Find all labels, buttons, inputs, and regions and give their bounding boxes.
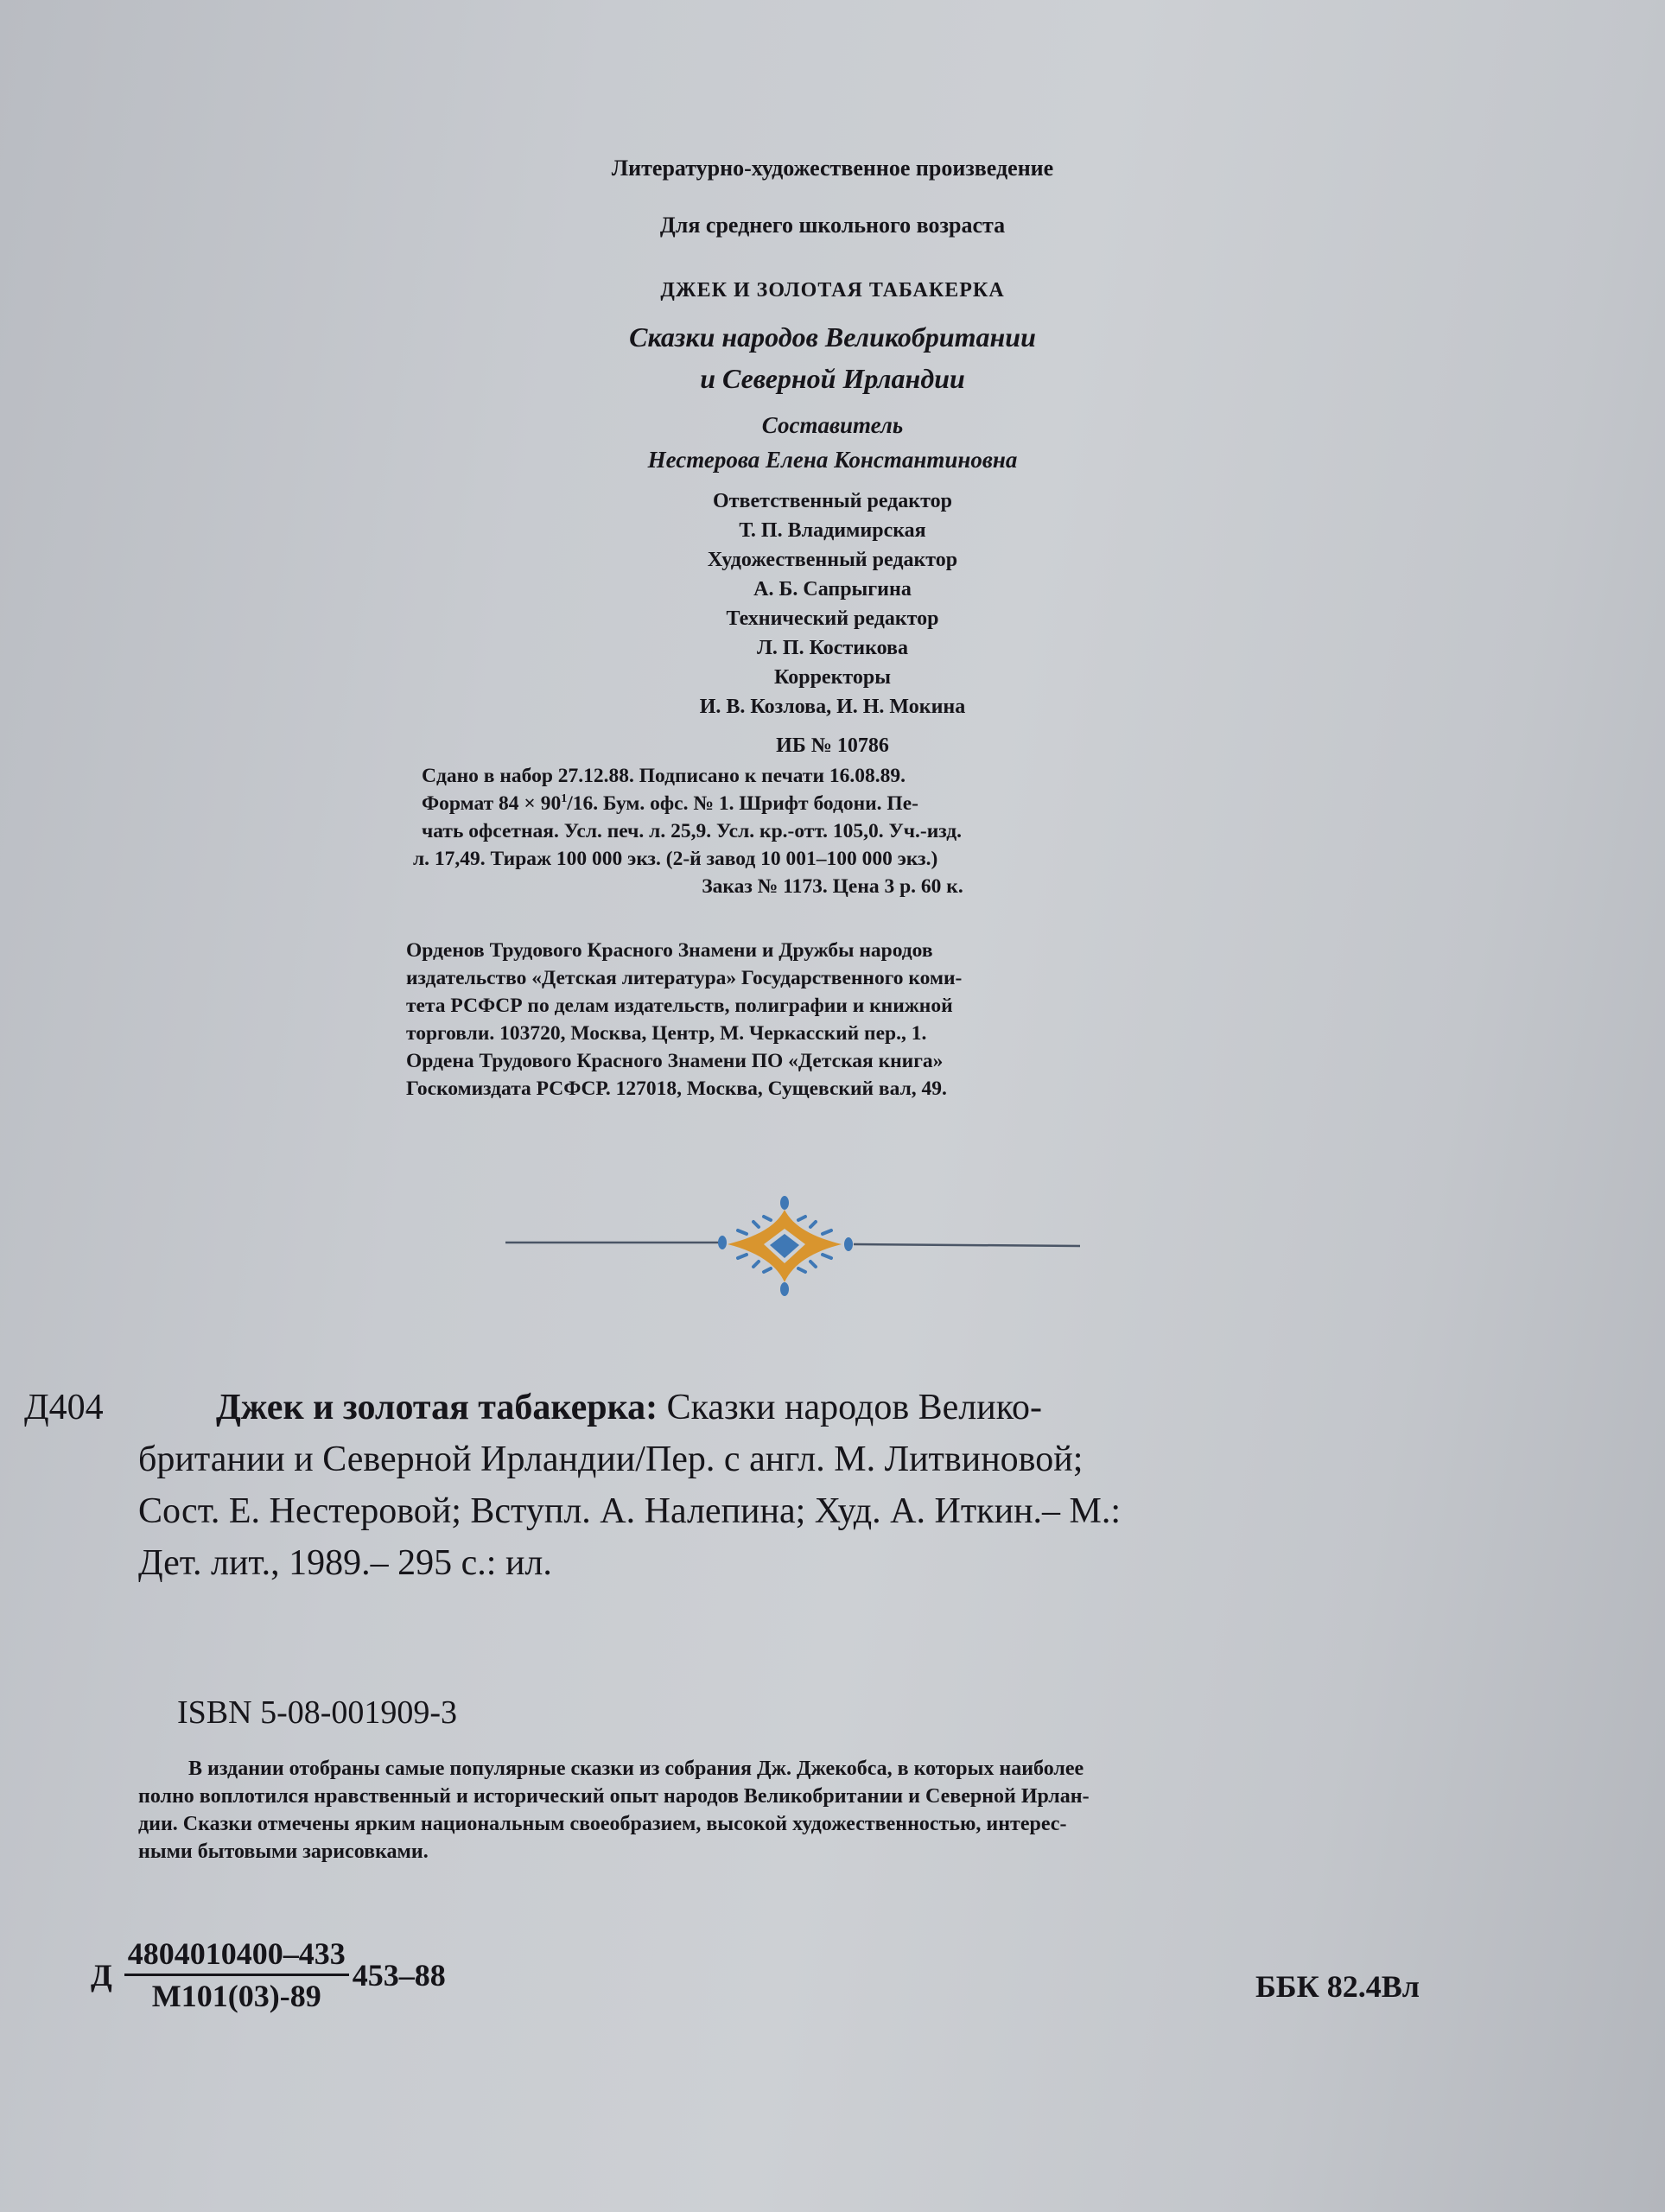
annotation-line-1: В издании отобраны самые популярные сказки из собрания Дж. Джекобса, в которых наиболее	[188, 1758, 1084, 1780]
classification-suffix: 453–88	[352, 1957, 446, 1993]
subtitle-line-1: Сказки народов Великобритании	[629, 321, 1036, 353]
print-details-line-4: л. 17,49. Тираж 100 000 экз. (2-й завод 10 001–100 000 экз.)	[413, 848, 938, 870]
catalog-line-4: Дет. лит., 1989.– 295 с.: ил.	[138, 1543, 552, 1583]
classification-fraction	[124, 1936, 349, 2014]
credit-role-editor: Ответственный редактор	[713, 490, 952, 512]
publisher-line-3: тета РСФСР по делам издательств, полиграфии и книжной	[406, 995, 953, 1017]
subtitle-line-2: и Северной Ирландии	[700, 363, 965, 394]
credit-name-compiler: Нестерова Елена Константиновна	[647, 447, 1018, 473]
catalog-title: Джек и золотая табакерка:	[216, 1388, 658, 1427]
print-details-line-5: Заказ № 1173. Цена 3 р. 60 к.	[702, 875, 963, 898]
print-details-line-3: чать офсетная. Усл. печ. л. 25,9. Усл. кр.-отт. 105,0. Уч.-изд.	[422, 820, 963, 842]
ornament-divider-icon	[493, 1192, 1080, 1313]
credit-role-tech-editor: Технический редактор	[726, 607, 939, 630]
ib-number: ИБ № 10786	[776, 734, 889, 757]
classification-numerator: 4804010400–433	[124, 1936, 349, 1976]
title-caps: ДЖЕК И ЗОЛОТАЯ ТАБАКЕРКА	[660, 279, 1005, 302]
format-superscript: 1	[561, 791, 568, 806]
credit-name-proofreaders: И. В. Козлова, И. Н. Мокина	[699, 696, 966, 718]
catalog-line-3: Сост. Е. Нестеровой; Вступл. А. Налепина; Худ. А. Иткин.– М.:	[138, 1491, 1122, 1531]
catalog-line-2: британии и Северной Ирландии/Пер. с англ. М. Литвиновой;	[138, 1440, 1084, 1479]
credit-name-tech-editor: Л. П. Костикова	[757, 637, 908, 659]
annotation-line-3: дии. Сказки отмечены ярким национальным своеобразием, высокой художественностью, интерес-	[138, 1813, 1067, 1835]
audience-line: Для среднего школьного возраста	[659, 213, 1006, 238]
publisher-line-1: Орденов Трудового Красного Знамени и Дружбы народов	[406, 939, 933, 962]
publisher-line-4: торговли. 103720, Москва, Центр, М. Черкасский пер., 1.	[406, 1022, 927, 1045]
credit-name-editor: Т. П. Владимирская	[739, 519, 926, 542]
publisher-line-5: Ордена Трудового Красного Знамени ПО «Детская книга»	[406, 1050, 944, 1072]
annotation-line-4: ными бытовыми зарисовками.	[138, 1840, 429, 1863]
print-details-line-1: Сдано в набор 27.12.88. Подписано к печати 16.08.89.	[422, 765, 906, 787]
credit-role-compiler: Составитель	[761, 412, 904, 438]
print-details-line-2: Формат $84 \times 90^1/16$. Бум. офс. № 1. Шрифт бодони. Пе-	[422, 791, 918, 815]
isbn: ISBN 5-08-001909-3	[177, 1694, 458, 1731]
publisher-line-2: издательство «Детская литература» Государственного коми-	[406, 967, 963, 989]
bbk-code: ББК 82.4Вл	[1255, 1969, 1420, 2004]
catalog-line-1: Джек и золотая табакерка: Сказки народов Велико-	[216, 1388, 1042, 1427]
catalog-code: Д404	[24, 1388, 104, 1427]
annotation-line-2: полно воплотился нравственный и исторический опыт народов Великобритании и Северной Ирлан-	[138, 1785, 1090, 1808]
publisher-line-6: Госкомиздата РСФСР. 127018, Москва, Сущевский вал, 49.	[406, 1077, 947, 1100]
genre-line: Литературно-художественное произведение	[611, 156, 1054, 181]
classification-prefix: Д	[91, 1957, 112, 1993]
classification-denominator: М101(03)-89	[151, 1979, 321, 2013]
credit-name-art-editor: А. Б. Сапрыгина	[753, 578, 912, 601]
credit-role-art-editor: Художественный редактор	[707, 549, 958, 571]
credit-role-proofreaders: Корректоры	[774, 666, 891, 689]
classification-code	[91, 1936, 446, 2014]
